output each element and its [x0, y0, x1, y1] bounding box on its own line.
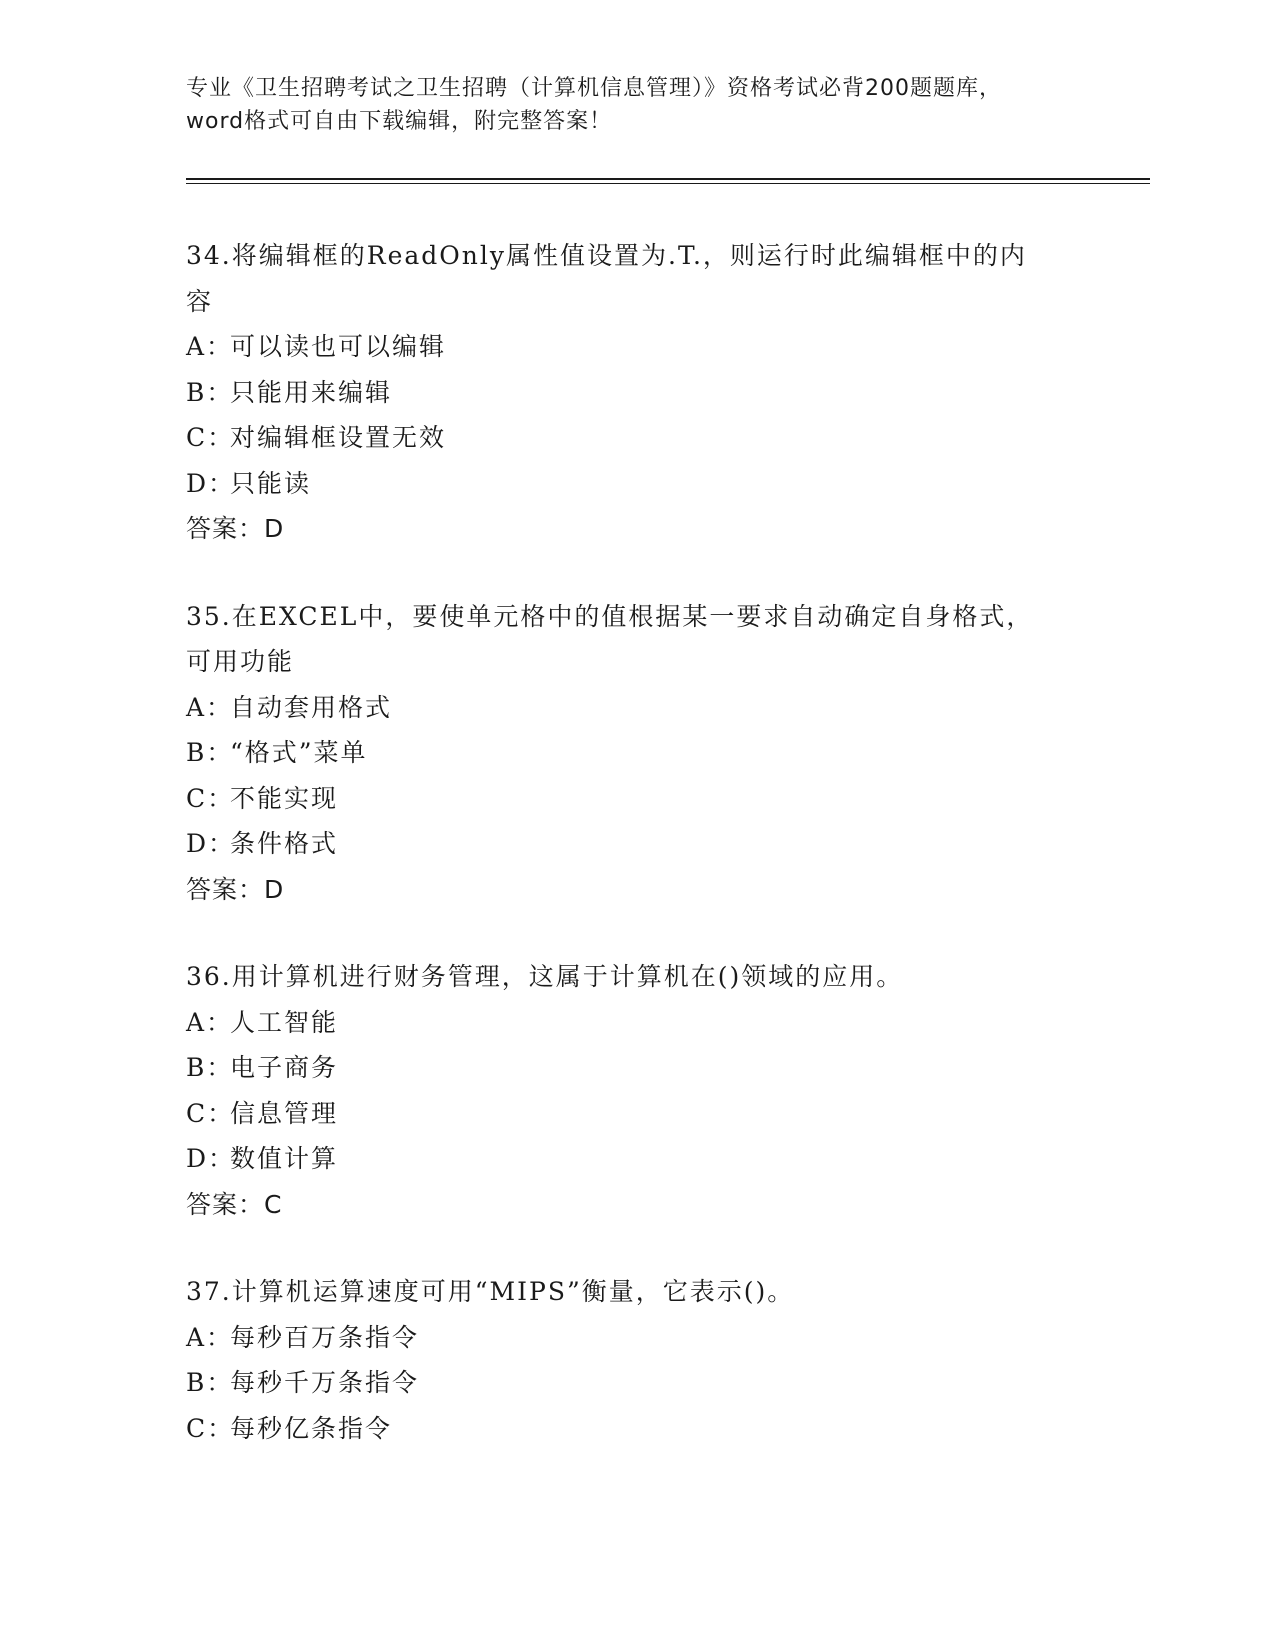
option-text: 只能用来编辑	[230, 377, 393, 407]
document-header	[186, 72, 1066, 138]
question-35	[186, 594, 1086, 913]
question-36	[186, 954, 1086, 1227]
option-letter: D：	[186, 1144, 236, 1173]
option-c	[186, 415, 1086, 461]
answer-line: 答案：C	[186, 1189, 283, 1219]
option-text: 对编辑框设置无效	[230, 423, 447, 452]
option-letter: D：	[186, 468, 236, 498]
option-letter: C：	[186, 783, 235, 813]
option-d	[186, 1136, 1086, 1182]
option-text: 只能读	[230, 468, 312, 498]
question-stem-line: 35.在EXCEL中，要使单元格中的值根据某一要求自动确定自身格式，	[186, 601, 1034, 631]
option-c	[186, 1406, 1086, 1452]
option-letter: B：	[186, 1053, 234, 1082]
option-letter: B：	[186, 738, 234, 767]
question-stem-line: 容	[186, 286, 214, 316]
option-letter: B：	[186, 1368, 234, 1397]
question-37	[186, 1269, 1086, 1451]
option-c	[186, 1091, 1086, 1137]
option-text: 条件格式	[230, 829, 339, 858]
header-line-1: 专业《卫生招聘考试之卫生招聘（计算机信息管理）》资格考试必背200题题库，	[186, 76, 1002, 101]
option-a	[186, 324, 1086, 370]
option-letter: A：	[186, 1322, 234, 1352]
option-b	[186, 370, 1086, 416]
option-text: 不能实现	[230, 783, 339, 813]
option-letter: D：	[186, 829, 236, 858]
option-b	[186, 1360, 1086, 1406]
option-a	[186, 1000, 1086, 1046]
option-text: 人工智能	[230, 1007, 339, 1037]
option-d	[186, 461, 1086, 507]
header-divider-thick	[186, 178, 1150, 180]
option-text: 可以读也可以编辑	[230, 332, 447, 361]
option-text: 每秒百万条指令	[230, 1322, 420, 1352]
question-stem-line: 可用功能	[186, 647, 295, 676]
option-a	[186, 685, 1086, 731]
option-text: 每秒亿条指令	[230, 1413, 393, 1443]
option-text: 信息管理	[230, 1098, 339, 1128]
option-b	[186, 1045, 1086, 1091]
option-letter: A：	[186, 332, 234, 361]
question-list	[186, 233, 1086, 1493]
option-letter: A：	[186, 1007, 234, 1037]
option-text: 电子商务	[230, 1053, 339, 1082]
option-letter: B：	[186, 377, 234, 407]
option-letter: C：	[186, 423, 235, 452]
question-stem-line: 36.用计算机进行财务管理，这属于计算机在()领域的应用。	[186, 962, 904, 991]
option-letter: C：	[186, 1413, 235, 1443]
question-stem-line: 34.将编辑框的ReadOnly属性值设置为.T.，则运行时此编辑框中的内	[186, 241, 1027, 270]
option-letter: A：	[186, 692, 234, 722]
option-a	[186, 1315, 1086, 1361]
option-c	[186, 776, 1086, 822]
option-text: “格式”菜单	[230, 738, 368, 767]
option-b	[186, 730, 1086, 776]
question-stem-line: 37.计算机运算速度可用“MIPS”衡量，它表示()。	[186, 1277, 795, 1306]
header-line-2: word格式可自由下载编辑，附完整答案！	[186, 109, 613, 134]
option-letter: C：	[186, 1098, 235, 1128]
answer-line: 答案：D	[186, 874, 285, 904]
option-text: 数值计算	[230, 1144, 339, 1173]
option-text: 自动套用格式	[230, 692, 393, 722]
answer-line: 答案：D	[186, 514, 285, 543]
question-34	[186, 233, 1086, 552]
header-divider-thin	[186, 183, 1150, 184]
option-text: 每秒千万条指令	[230, 1368, 420, 1397]
option-d	[186, 821, 1086, 867]
